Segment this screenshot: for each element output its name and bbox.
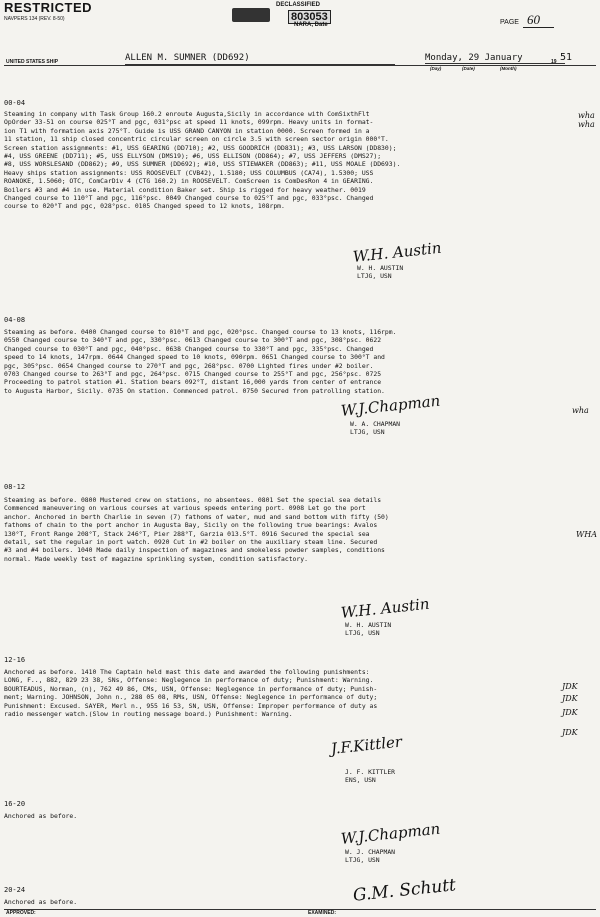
watch-heading: 20-24 xyxy=(4,886,26,894)
page-number: 60 xyxy=(523,12,554,28)
sub-day: (Day) xyxy=(430,66,442,71)
footer-rule xyxy=(4,909,596,910)
stamp-line-2: 803053 xyxy=(288,10,331,24)
log-entry-text: Anchored as before. xyxy=(4,812,78,820)
log-entry-text: Steaming in company with Task Group 160.2 enroute Augusta,Sicily in accordance with ComSixthFlt OpOrder 33-51 on course 025°T and pgc, 031°psc at speed 11 knots, 099rpm. Heavy units in format- ion T1 with formation axis 275°T. Guide is USS GRAND CANYON in station 0000. Screen formed in a 11 station, 11 ship closed concentric circular screen on circle 3.5 with screen sector origin 000°T. Screen station assignments: #1, USS GEARING (DD710); #2, USS GOODRICH (DD831); #3, USS LARSON (DD830); #4, USS GREENE (DD711); #5, USS ELLYSON (DMS19); #6, USS ELLISON (DD864); #7, USS JEFFERS (DMS27); #8, USS WORSLESAND (DD862); #9, USS SUMNER (DD692); #10, USS STIEWAKER (DD863); #11, USS MOALE (DD693). Heavy ships station assignments: USS ROOSEVELT (CVB42), 1.5180; USS COLUMBUS (CA74), 1.5300; USS ROANOKE, 1.5060; OTC, ComCarDiv 4 (CTG 160.2) in ROOSEVELT. ComScreen is ComDesRon 4 in GEARING. Boilers #3 and #4 in use. Material condition Baker set. Ship is rigged for heavy weather. 0019 Changed course to 110°T and pgc, 116°psc. 0049 Changed course to 025°T and pgc, 033°psc. Changed course to 020°T and pgc, 028°psc. 0105 Changed speed to 12 knots, 108rpm. xyxy=(4,110,401,211)
form-id: NAVPERS 134 (REV. 8-50) xyxy=(4,16,65,22)
signature-scrawl: W.H. Austin xyxy=(352,238,443,266)
log-entry-text: Anchored as before. 1410 The Captain held mast this date and awarded the following punishments: LONG, F.., 882, 829 23 38, SNs, Offense: Neglegence in performance of duty; Punishment: Warning. BOURTEADUS, Norman, (n), 762 49 86, CMs, USN, Offense: Neglegence in performance of duty; Punish- ment; Warning. JOHNSON, John n., 288 05 08, RMs, USN, Offense: Neglegence in performance of duty; Punishment: Excused. SAYER, Merl n., 955 16 53, SN, USN, Offense: Improper performance of duty as radio messenger watch.(Slow in routing message board.) Punishment: Warning. xyxy=(4,668,378,719)
watch-heading: 04-08 xyxy=(4,316,26,324)
page-label: PAGE xyxy=(500,19,519,26)
signature-block: W. H. AUSTIN LTJG, USN xyxy=(357,264,404,280)
sub-date: (Date) xyxy=(462,66,475,71)
margin-initials: JDK xyxy=(562,694,578,703)
signature-scrawl: W.J.Chapman xyxy=(340,391,442,420)
margin-initials: wha xyxy=(578,120,595,129)
margin-initials: WHA xyxy=(576,530,597,539)
stamp-line-3: NARA, Date xyxy=(294,22,328,28)
signature-block: W. H. AUSTIN LTJG, USN xyxy=(345,621,392,637)
ship-label: UNITED STATES SHIP xyxy=(6,59,59,65)
log-date: Monday, 29 January xyxy=(425,53,565,64)
watch-heading: 12-16 xyxy=(4,656,26,664)
examined-label: EXAMINED: xyxy=(308,910,337,916)
stamp-line-1: DECLASSIFIED xyxy=(276,2,321,8)
margin-initials: JDK xyxy=(562,682,578,691)
redaction-blot xyxy=(232,8,270,22)
watch-heading: 00-04 xyxy=(4,99,26,107)
approved-label: APPROVED: xyxy=(6,910,36,916)
page-number-field xyxy=(500,12,554,28)
signature-scrawl: W.J.Chapman xyxy=(340,819,442,848)
signature-block: J. F. KITTLER ENS, USN xyxy=(345,768,396,784)
signature-scrawl: J.F.Kittler xyxy=(330,732,403,758)
signature-block: W. A. CHAPMAN LTJG, USN xyxy=(350,420,401,436)
watch-heading: 16-20 xyxy=(4,800,26,808)
watch-heading: 08-12 xyxy=(4,483,26,491)
signature-block: W. J. CHAPMAN LTJG, USN xyxy=(345,848,396,864)
signature-scrawl: W.H. Austin xyxy=(340,594,431,622)
margin-initials: wha xyxy=(578,111,595,120)
ship-name: ALLEN M. SUMNER (DD692) xyxy=(125,53,395,65)
log-entry-text: Anchored as before. xyxy=(4,898,78,906)
declassified-stamp xyxy=(268,2,358,30)
year-prefix: 19 xyxy=(551,59,557,65)
signature-scrawl: G.M. Schutt xyxy=(352,875,457,906)
log-year: 51 xyxy=(560,52,573,63)
sub-month: (Month) xyxy=(500,66,517,71)
restricted-label: RESTRICTED xyxy=(4,0,93,15)
margin-initials: JDK xyxy=(562,728,578,737)
margin-initials: JDK xyxy=(562,708,578,717)
log-entry-text: Steaming as before. 0800 Mustered crew on stations, no absentees. 0801 Set the special sea details Commenced maneuvering on various courses at various speeds entering port. 0908 Let go the port anchor. Anchored in berth Charlie in seven (7) fathoms of water, mud and sand bottom with fifty (50) fathoms of chain to the port anchor in Augusta Bay, Sicily on the following true bearings: Avalos 130°T, Front Range 208°T, Stack 246°T, Pier 288°T, Garzia 013.5°T. 0916 Secured the special sea detail, set the regular in port watch. 0920 Cut in #2 boiler on the auxiliary steam line. Secured #3 and #4 boilers. 1040 Made daily inspection of magazines and smokeless powder samples, conditions normal. Made weekly test of magazine sprinkling system, condition satisfactory. xyxy=(4,496,389,563)
margin-initials: wha xyxy=(572,406,589,415)
log-entry-text: Steaming as before. 0400 Changed course to 010°T and pgc, 020°psc. Changed course to 13 knots, 116rpm. 0550 Changed course to 340°T and pgc, 330°psc. 0613 Changed course to 300°T and pgc, 308°psc. 0622 Changed course to 030°T and pgc, 040°psc. 0638 Changed course to 330°T and pgc, 335°psc. Changed speed to 14 knots, 147rpm. 0644 Changed speed to 10 knots, 090rpm. 0651 Changed course to 300°T and pgc, 305°psc. 0654 Changed course to 270°T and pgc, 268°psc. 0700 Lighted fires under #2 boiler. 0703 Changed course to 263°T and pgc, 264°psc. 0715 Changed course to 255°T and pgc, 256°psc. 0725 Proceeding to patrol station #1. Station bears 092°T, distant 16,000 yards from center of entrance to Augusta Harbor, Sicily. 0735 On station. Commenced patrol. 0750 Secured from patrolling station. xyxy=(4,328,397,395)
